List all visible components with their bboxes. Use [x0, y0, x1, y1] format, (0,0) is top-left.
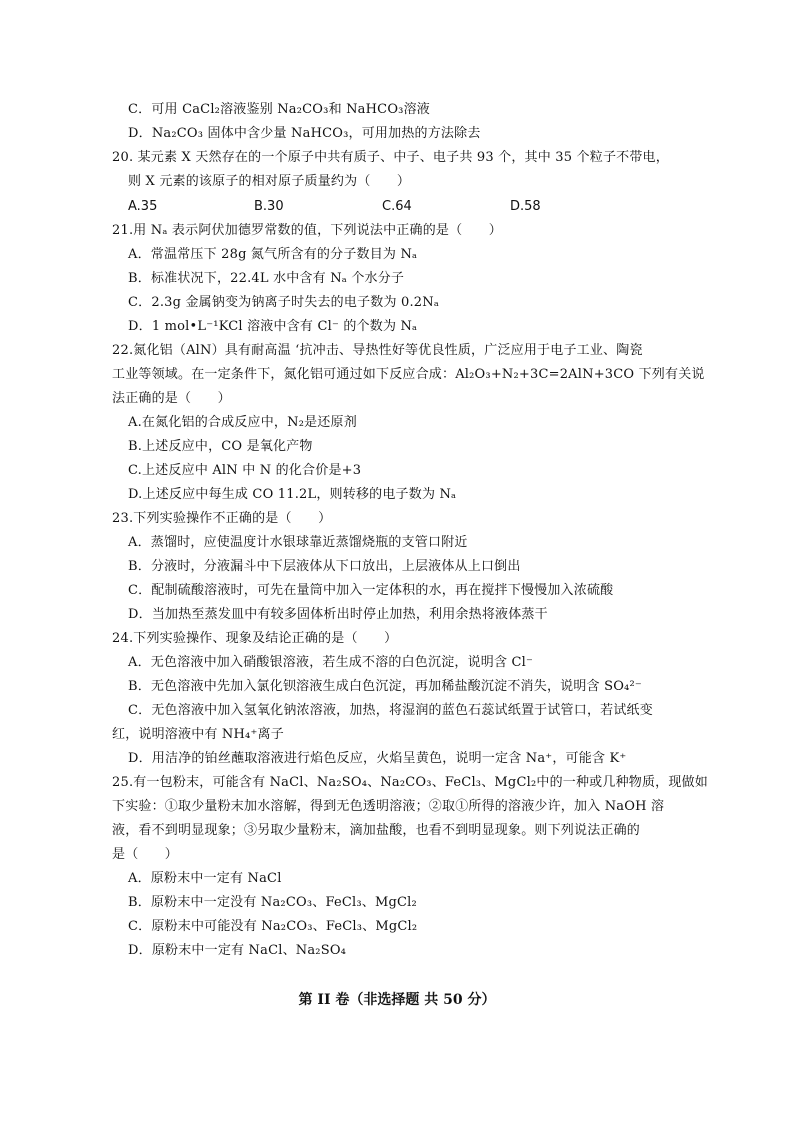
- q20-option-d: D.58: [510, 199, 541, 214]
- q23-stem: 23.下列实验操作不正确的是（ ）: [112, 511, 332, 526]
- q20-option-c: C.64: [382, 199, 412, 214]
- q21-option-c: C．2.3g 金属钠变为钠离子时失去的电子数为 0.2Nₐ: [128, 295, 440, 310]
- q22-option-d: D.上述反应中每生成 CO 11.2L，则转移的电子数为 Nₐ: [128, 487, 457, 502]
- q24-stem: 24.下列实验操作、现象及结论正确的是（ ）: [112, 631, 398, 646]
- q23-option-a: A．蒸馏时，应使温度计水银球靠近蒸馏烧瓶的支管口附近: [128, 535, 468, 550]
- q21-option-a: A．常温常压下 28g 氮气所含有的分子数目为 Nₐ: [128, 247, 418, 262]
- q25-option-c: C．原粉末中可能没有 Na₂CO₃、FeCl₃、MgCl₂: [128, 919, 418, 934]
- q21-stem: 21.用 Nₐ 表示阿伏加德罗常数的值，下列说法中正确的是（ ）: [112, 223, 502, 238]
- q25-stem-cont-2: 液，看不到明显现象；③另取少量粉末，滴加盐酸，也看不到明显现象。则下列说法正确的: [112, 823, 641, 838]
- q20-stem: 20. 某元素 X 天然存在的一个原子中共有质子、中子、电子共 93 个，其中 35 个粒子不带电，: [112, 150, 669, 165]
- q23-option-d: D．当加热至蒸发皿中有较多固体析出时停止加热，利用余热将液体蒸干: [128, 607, 548, 622]
- q20-option-b: B.30: [254, 199, 284, 214]
- section-title: 第 II 卷（非选择题 共 50 分）: [298, 992, 496, 1008]
- q24-option-c: C．无色溶液中加入氢氧化钠浓溶液，加热，将湿润的蓝色石蕊试纸置于试管口，若试纸变: [128, 703, 653, 718]
- q23-option-b: B．分液时，分液漏斗中下层液体从下口放出，上层液体从上口倒出: [128, 559, 521, 574]
- q20-option-a: A.35: [128, 199, 158, 214]
- q20-stem-cont: 则 X 元素的该原子的相对原子质量约为（ ）: [128, 174, 411, 189]
- q22-option-c: C.上述反应中 AlN 中 N 的化合价是+3: [128, 463, 362, 478]
- q25-stem-cont-1: 下实验：①取少量粉末加水溶解，得到无色透明溶液；②取①所得的溶液少许，加入 NaOH 溶: [112, 799, 665, 814]
- q25-stem-cont-3: 是（ ）: [112, 847, 179, 862]
- q23-option-c: C．配制硫酸溶液时，可先在量筒中加入一定体积的水，再在搅拌下慢慢加入浓硫酸: [128, 583, 614, 598]
- q21-option-b: B．标准状况下，22.4L 水中含有 Nₐ 个水分子: [128, 271, 405, 286]
- q25-stem: 25.有一包粉末，可能含有 NaCl、Na₂SO₄、Na₂CO₃、FeCl₃、MgCl₂中的一种或几种物质，现做如: [112, 775, 708, 790]
- q24-option-c-cont: 红，说明溶液中有 NH₄⁺离子: [112, 727, 284, 742]
- q25-option-a: A．原粉末中一定有 NaCl: [128, 871, 282, 886]
- q22-stem: 22.氮化铝（AlN）具有耐高温 ‘抗冲击、导热性好等优良性质，广泛应用于电子工业、陶瓷: [112, 343, 643, 358]
- q25-option-d: D．原粉末中一定有 NaCl、Na₂SO₄: [128, 943, 347, 958]
- q22-option-a: A.在氮化铝的合成反应中，N₂是还原剂: [128, 415, 357, 430]
- q22-stem-cont-2: 法正确的是（ ）: [112, 391, 231, 406]
- q19-option-d: D．Na₂CO₃ 固体中含少量 NaHCO₃，可用加热的方法除去: [128, 126, 481, 141]
- q25-option-b: B．原粉末中一定没有 Na₂CO₃、FeCl₃、MgCl₂: [128, 895, 417, 910]
- q24-option-b: B．无色溶液中先加入氯化钡溶液生成白色沉淀，再加稀盐酸沉淀不消失，说明含 SO₄²⁻: [128, 679, 642, 694]
- q21-option-d: D．1 mol•L⁻¹KCl 溶液中含有 Cl⁻ 的个数为 Nₐ: [128, 319, 418, 334]
- q19-option-c: C．可用 CaCl₂溶液鉴别 Na₂CO₃和 NaHCO₃溶液: [128, 102, 430, 117]
- q22-stem-cont-1: 工业等领域。在一定条件下，氮化铝可通过如下反应合成：Al₂O₃+N₂+3C=2AlN+3CO 下列有关说: [112, 367, 705, 382]
- q22-option-b: B.上述反应中，CO 是氧化产物: [128, 439, 313, 454]
- q24-option-a: A．无色溶液中加入硝酸银溶液，若生成不溶的白色沉淀，说明含 Cl⁻: [128, 655, 534, 670]
- q24-option-d: D．用洁净的铂丝蘸取溶液进行焰色反应，火焰呈黄色，说明一定含 Na⁺，可能含 K⁺: [128, 751, 627, 766]
